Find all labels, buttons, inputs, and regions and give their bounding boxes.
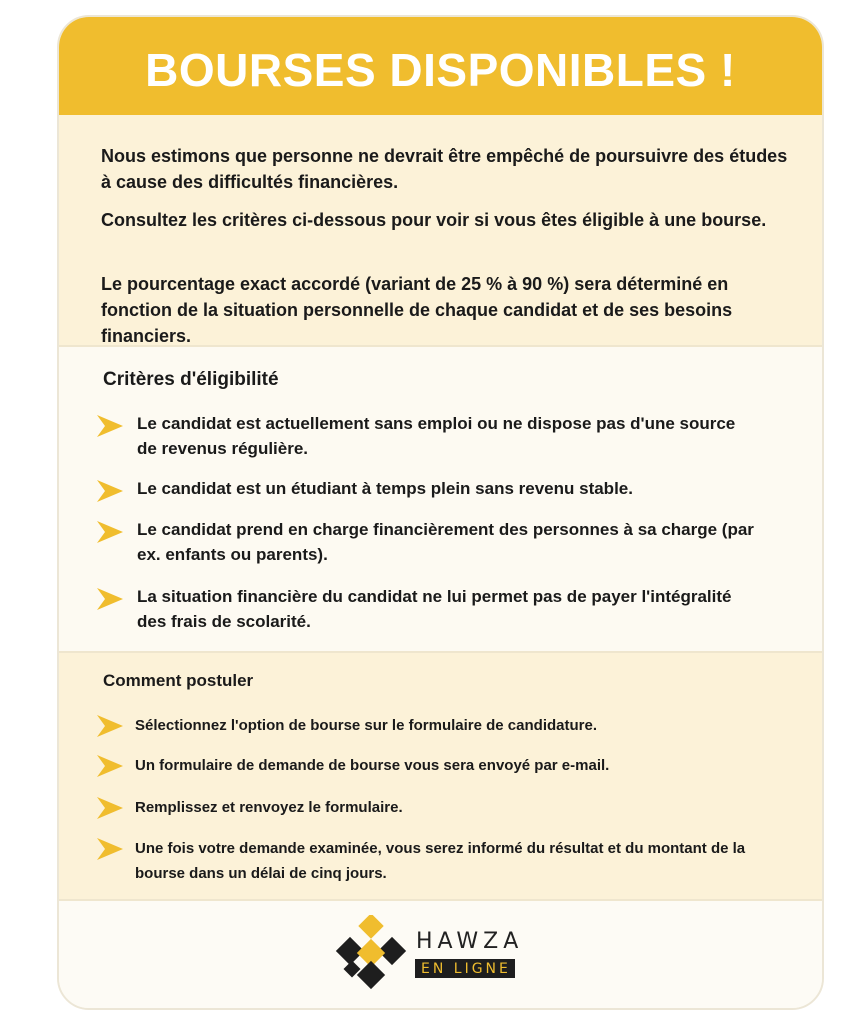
chevron-arrow-icon <box>97 797 123 819</box>
intro-paragraph: Consultez les critères ci-dessous pour voir si vous êtes éligible à une bourse. <box>101 210 767 230</box>
criteria-item: Le candidat est un étudiant à temps plein sans revenu stable. <box>137 479 633 498</box>
list-item <box>97 584 757 634</box>
list-item <box>97 713 757 738</box>
criteria-item: Le candidat est actuellement sans emploi ou ne dispose pas d'une source de revenus régulière. <box>137 414 736 458</box>
chevron-arrow-icon <box>97 715 123 737</box>
apply-title: Comment postuler <box>103 671 254 690</box>
scholarship-card <box>57 15 824 1010</box>
list-item <box>97 517 757 567</box>
eligibility-section <box>59 347 822 653</box>
apply-item: Une fois votre demande examinée, vous serez informé du résultat et du montant de la bourse dans un délai de cinq jours. <box>135 840 746 882</box>
apply-item: Sélectionnez l'option de bourse sur le formulaire de candidature. <box>135 717 597 734</box>
intro-section <box>59 115 822 347</box>
hawza-logo-icon <box>332 915 410 993</box>
apply-item: Un formulaire de demande de bourse vous sera envoyé par e-mail. <box>135 757 610 774</box>
chevron-arrow-icon <box>97 838 123 860</box>
header-banner <box>59 17 822 115</box>
apply-item: Remplissez et renvoyez le formulaire. <box>135 799 403 816</box>
list-item <box>97 411 757 461</box>
list-item <box>97 836 757 886</box>
logo-subtitle: EN LIGNE <box>415 959 515 978</box>
chevron-arrow-icon <box>97 480 123 502</box>
chevron-arrow-icon <box>97 588 123 610</box>
eligibility-title: Critères d'éligibilité <box>103 369 279 390</box>
chevron-arrow-icon <box>97 521 123 543</box>
logo-wordmark: HAWZA <box>416 929 524 954</box>
criteria-item: Le candidat prend en charge financièrement des personnes à sa charge (par ex. enfants ou parents). <box>137 520 754 564</box>
chevron-arrow-icon <box>97 415 123 437</box>
how-to-apply-section <box>59 653 822 901</box>
page-title: BOURSES DISPONIBLES ! <box>145 44 736 96</box>
intro-paragraph: Le pourcentage exact accordé (variant de 25 % à 90 %) sera déterminé en fonction de la situation personnelle de chaque candidat et de ses besoins financiers. <box>101 274 733 346</box>
list-item <box>97 753 757 778</box>
footer <box>59 901 822 1010</box>
list-item <box>97 476 757 501</box>
intro-paragraph: Nous estimons que personne ne devrait être empêché de poursuivre des études à cause des difficultés financières. <box>101 146 788 192</box>
chevron-arrow-icon <box>97 755 123 777</box>
criteria-item: La situation financière du candidat ne lui permet pas de payer l'intégralité des frais de scolarité. <box>137 587 732 631</box>
list-item <box>97 795 757 820</box>
